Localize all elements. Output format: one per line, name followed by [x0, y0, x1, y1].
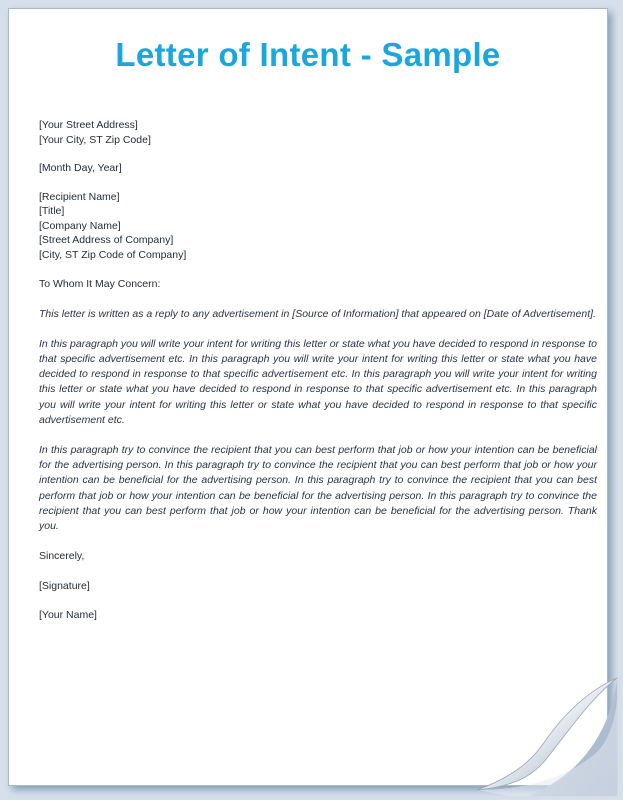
document-title: Letter of Intent - Sample	[115, 36, 501, 73]
recipient-title: [Title]	[39, 205, 65, 217]
recipient-address	[39, 190, 597, 263]
recipient-city: [City, ST Zip Code of Company]	[39, 248, 187, 261]
recipient-street: [Street Address of Company]	[39, 234, 174, 246]
letter-date	[39, 161, 597, 176]
paragraph-intro: This letter is written as a reply to any advertisement in [Source of Information] that appeared on [Date of Advertisement].	[39, 307, 596, 320]
paragraph-convince: In this paragraph try to convince the recipient that you can best perform that job or how your intention can be beneficial for the advertising person. In this paragraph try to convince the recipient that you can best perform that job or how your intention can be beneficial for the advertising person. In this paragraph try to convince the recipient that you can best perform that job or how your intention can be beneficial for the advertising person. In this paragraph try to convince the recipient that you can best perform that job or how your intention can be beneficial for the advertising person. Thank you.	[39, 443, 597, 532]
page-curl-icon	[469, 640, 617, 796]
date-line: [Month Day, Year]	[39, 162, 122, 174]
signature-text: [Signature]	[39, 579, 90, 592]
closing	[39, 549, 597, 564]
signature	[39, 579, 597, 594]
sender-address	[39, 118, 597, 147]
sender-street: [Your Street Address]	[39, 119, 138, 131]
signer-name-text: [Your Name]	[39, 609, 97, 622]
sender-city: [Your City, ST Zip Code]	[39, 133, 151, 146]
recipient-company: [Company Name]	[39, 219, 121, 232]
recipient-name: [Recipient Name]	[39, 190, 120, 203]
salutation	[39, 277, 597, 292]
letter-body	[39, 118, 597, 623]
signer-name	[39, 608, 597, 623]
closing-text: Sincerely,	[39, 550, 85, 563]
salutation-text: To Whom It May Concern:	[39, 278, 161, 290]
paragraph-intent: In this paragraph you will write your intent for writing this letter or state what you have decided to respond in response to that specific advertisement etc. In this paragraph you will write your intent for writing this letter or state what you have decided to respond in response to that specific advertisement etc. In this paragraph you will write your intent for writing this letter or state what you have decided to respond in response to that specific advertisement etc. In this paragraph you will write your intent for writing this letter or state what you have decided to respond in response to that specific advertisement etc.	[39, 337, 597, 426]
